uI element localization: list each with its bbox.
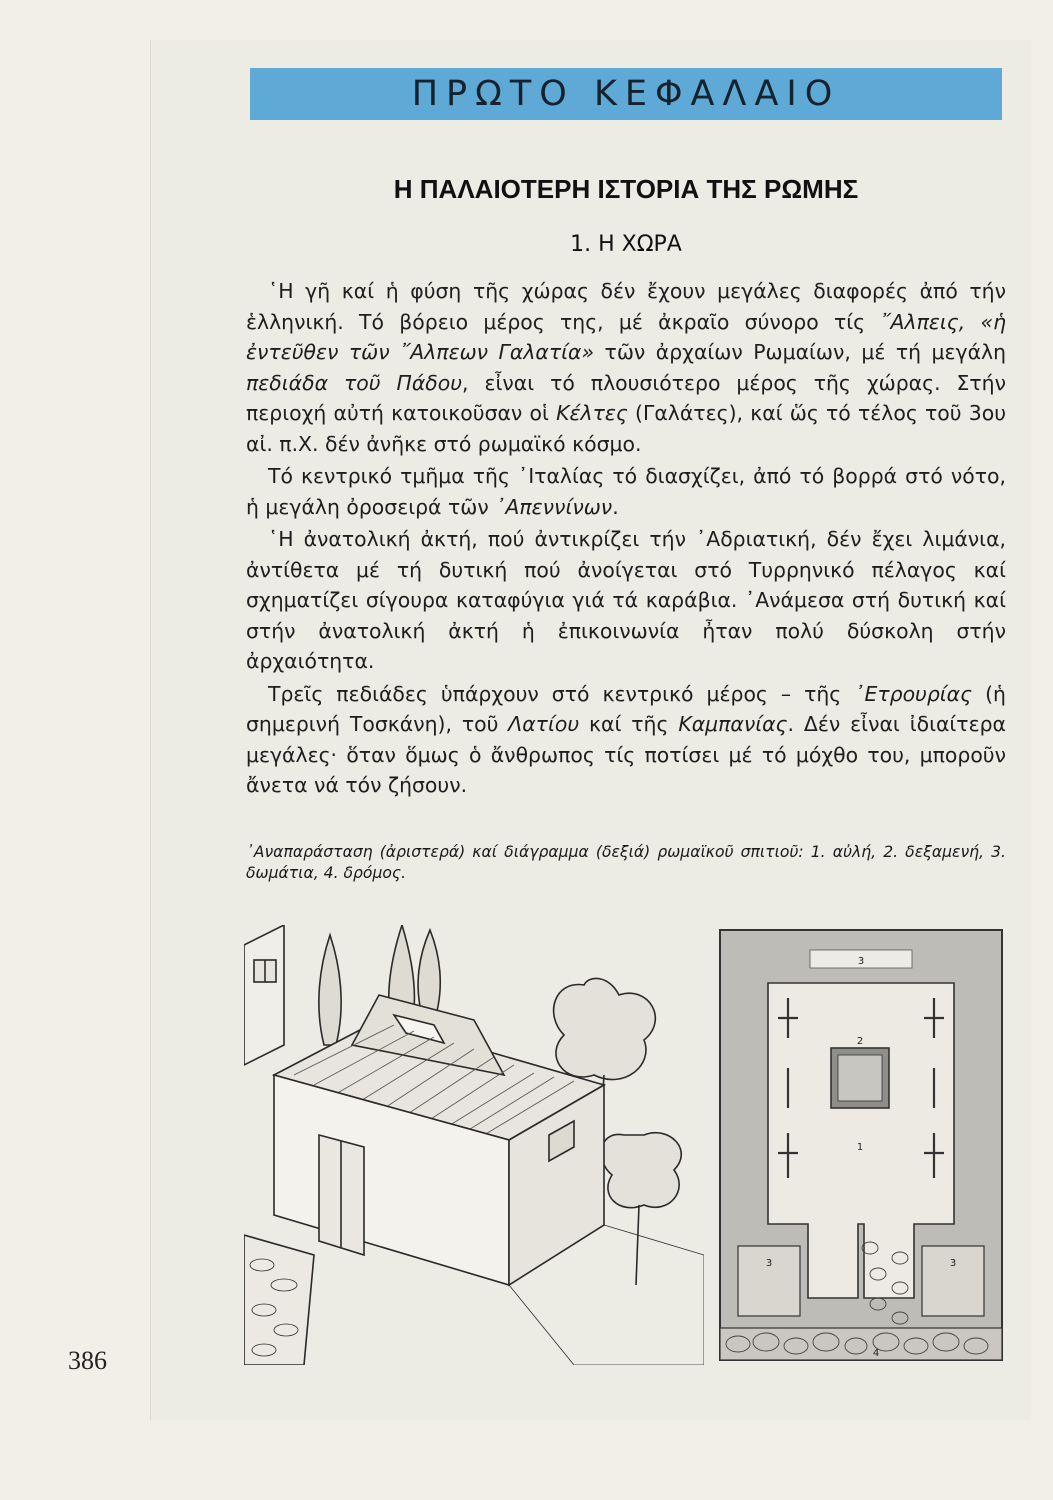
text-run: Τό κεντρικό τμῆμα τῆς ᾽Ιταλίας τό διασχίζει, ἀπό τό βορρά στό νότο, ἡ μεγάλη ὀροσειρά τῶν: [246, 464, 1006, 519]
plan-label-right-room: 3: [949, 1258, 957, 1269]
paragraph: [246, 276, 1006, 459]
italic-term: ᾽Απεννίνων: [495, 494, 613, 519]
chapter-banner: [250, 68, 1002, 120]
italic-term: πεδιάδα τοῦ Πάδου: [246, 370, 463, 395]
text-run: (ἡ σημερινή Τοσκάνη), τοῦ: [246, 681, 1006, 736]
paragraph: [246, 679, 1006, 801]
roman-house-sketch: [244, 925, 704, 1365]
page-number: 386: [68, 1346, 107, 1375]
text-run: ῾Η γῆ καί ἡ φύση τῆς χώρας δέν ἔχουν μεγάλες διαφορές ἀπό τήν ἑλληνική. Τό βόρειο μέρος της, μέ ἀκραῖο σύνορο τίς: [246, 279, 1006, 334]
text-run: (Γαλάτες), καί ὥς τό τέλος τοῦ 3ου αἰ. π.Χ. δέν ἀνῆκε στό ρωμαϊκό κόσμο.: [246, 401, 1006, 456]
text-run: , εἶναι τό πλουσιότερο μέρος τῆς χώρας. Στήν περιοχή αὐτή κατοικοῦσαν οἱ: [246, 370, 1006, 425]
text-run: καί τῆς: [579, 712, 679, 736]
paragraph: ῾Η ἀνατολική ἀκτή, πού ἀντικρίζει τήν ᾽Αδριατική, δέν ἔχει λιμάνια, ἀντίθετα μέ τή δυτική πού ἀνοίγεται στό Τυρρηνικό πέλαγος καί σχηματίζει σίγουρα καταφύγια γιά τά καράβια. ᾽Ανάμεσα στή δυτική καί στήν ἀνατολική ἀκτή ἡ ἐπικοινωνία ἦταν πολύ δύσκολη στήν ἀρχαιότητα.: [246, 527, 1006, 673]
body-text: [246, 276, 1006, 801]
text-run: .: [612, 494, 619, 519]
plan-label-road: 4: [872, 1348, 880, 1359]
roman-house-floor-plan: [718, 928, 1004, 1362]
text-run: Τρεῖς πεδιάδες ὑπάρχουν στό κεντρικό μέρος – τῆς: [268, 681, 855, 706]
italic-term: Λατίου: [508, 712, 580, 736]
italic-term: Καμπανίας: [678, 712, 788, 736]
text-run: τῶν ἀρχαίων Ρωμαίων, μέ τή μεγάλη: [594, 340, 1006, 364]
paragraph: [246, 461, 1006, 522]
text-run: . Δέν εἶναι ἰδιαίτερα μεγάλες· ὅταν ὅμως ὁ ἄνθρωπος τίς ποτίσει μέ τό μόχθο του, μποροῦν ἄνετα νά τόν ζήσουν.: [246, 712, 1006, 797]
figure-caption: ᾽Αναπαράσταση (ἀριστερά) καί διάγραμμα (δεξιά) ρωμαϊκοῦ σπιτιοῦ: 1. αὐλή, 2. δεξαμενή, 3. δωμάτια, 4. δρόμος.: [246, 843, 1006, 882]
italic-term: Κέλτες: [556, 401, 628, 425]
chapter-title: Η ΠΑΛΑΙΟΤΕΡΗ ΙΣΤΟΡΙΑ ΤΗΣ ΡΩΜΗΣ: [393, 174, 859, 204]
section-heading: 1. Η ΧΩΡΑ: [570, 232, 682, 257]
plan-label-left-room: 3: [765, 1258, 773, 1269]
plan-label-courtyard: 1: [856, 1142, 864, 1153]
chapter-banner-text: ΠΡΩΤΟ ΚΕΦΑΛΑΙΟ: [411, 74, 841, 114]
italic-term: ῎Αλπεις, «ἡ ἐντεῦθεν τῶν ῎Αλπεων Γαλατία»: [246, 309, 1006, 364]
plan-label-top-room: 3: [857, 956, 865, 967]
italic-term: ᾽Ετρουρίας: [854, 681, 973, 706]
plan-label-pool: 2: [856, 1036, 864, 1047]
